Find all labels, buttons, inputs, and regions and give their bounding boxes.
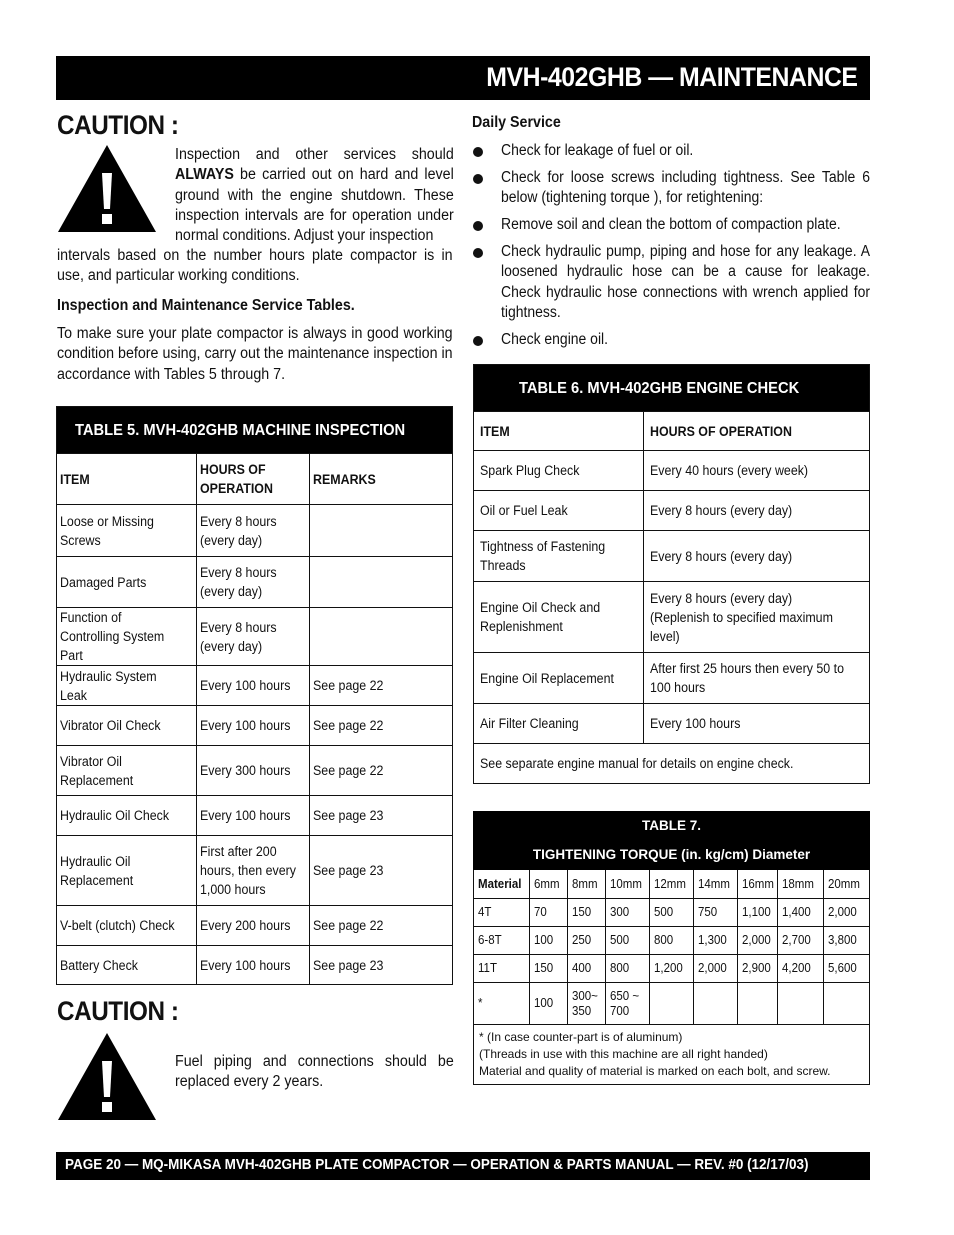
table-cell-text: 4,200 [782,961,811,975]
table-row [474,899,870,927]
list-item-text: Check for leakage of fuel or oil. [501,142,694,159]
table-row [474,451,870,491]
table-cell [644,582,870,653]
table-caption-text: TABLE 5. MVH-402GHB MACHINE INSPECTION [75,421,406,439]
list-item-text: Check engine oil. [501,331,609,348]
table-cell-text: 500 [654,905,674,919]
table-cell [644,531,870,582]
caution-text-part: be carried out on hard and level ground with the engine shutdown. These inspection intervals are for operation under normal conditions. Adjust your inspection [175,166,454,245]
table-caption-text: TABLE 6. MVH-402GHB ENGINE CHECK [519,379,800,397]
table-cell [474,451,644,491]
table-cell-text: Every 8 hours (every day) [650,503,793,518]
machine-inspection-table [56,406,453,985]
table-cell [650,983,694,1025]
table-cell-text: 3,800 [828,933,857,947]
column-header [644,412,870,451]
table-cell-text: Oil or Fuel Leak [480,503,568,518]
column-header-text: 6mm [534,876,560,891]
column-header [568,870,606,899]
table-cell [778,983,824,1025]
list-item-text: Check for loose screws including tightness. See Table 6 below (tightening torque ), for retightening: [501,169,870,207]
table-cell [650,955,694,983]
warning-triangle-icon [56,1031,158,1121]
table-cell [57,608,197,666]
table-cell [644,653,870,704]
footer-text: PAGE 20 — MQ-MIKASA MVH-402GHB PLATE COMPACTOR — OPERATION & PARTS MANUAL — REV. #0 (12/17/03) [65,1157,809,1173]
table-cell-text: Every 100 hours [200,957,291,973]
table-row [57,505,453,557]
table-cell-text: Vibrator Oil Check [60,718,161,733]
table-cell [474,899,530,927]
table-cell [474,983,530,1025]
table-cell-text: Every 40 hours (every week) [650,463,809,478]
table-cell [606,927,650,955]
bullet-icon [473,248,483,258]
table-cell-text: Hydraulic System Leak [60,668,157,703]
table-cell [57,746,197,796]
column-header-text: Material [478,876,522,891]
warning-triangle-icon [56,143,158,233]
column-header [694,870,738,899]
table-row [57,666,453,706]
table-cell-text: See page 22 [313,718,384,733]
table-cell-text: 4T [478,905,492,919]
table-cell [197,608,310,666]
table-cell [824,927,870,955]
inspection-heading: Inspection and Maintenance Service Tables. [57,297,355,314]
table-cell [474,704,644,744]
table-cell [197,557,310,608]
table-row [474,582,870,653]
table-note-text: See separate engine manual for details on engine check. [480,756,794,771]
table-cell [197,906,310,946]
table-cell-text: 250 [572,933,592,947]
table-cell-text: 100 [534,933,554,947]
table-cell [197,505,310,557]
table-caption [474,812,870,840]
engine-check-table [473,364,870,784]
table-row [474,531,870,582]
table-cell [310,746,453,796]
column-header-text: 18mm [782,876,814,891]
table-cell [824,955,870,983]
table-cell-text: 300 [610,905,630,919]
column-header-text: 12mm [654,876,686,891]
column-header-text: 8mm [572,876,598,891]
table-cell [568,899,606,927]
table-cell-text: Vibrator Oil Replacement [60,753,134,788]
table-caption [474,365,870,412]
column-header-text: ITEM [480,423,510,439]
table-cell-text: 150 [534,961,554,975]
table-row [474,983,870,1025]
table-cell-text: 11T [478,961,497,975]
table-cell [650,927,694,955]
table-row [474,704,870,744]
table-cell [530,983,568,1025]
table-row [57,746,453,796]
table-note-line: * (In case counter-part is of aluminum) [479,1030,683,1044]
bullet-icon [473,174,483,184]
table-cell [568,955,606,983]
table-cell-text: Every 100 hours [200,718,291,733]
table-cell [197,706,310,746]
table-cell-text: See page 23 [313,808,384,823]
column-header [738,870,778,899]
table-cell-text: Every 8 hours (every day) [200,619,277,654]
table-row [57,836,453,906]
column-header [606,870,650,899]
table-cell-text: 2,000 [698,961,727,975]
table-subcaption-text: TIGHTENING TORQUE (in. kg/cm) Diameter [532,847,811,862]
table-cell-text: 300~ 350 [572,988,598,1018]
column-header-text: 20mm [828,876,860,891]
column-header [310,454,453,505]
table-cell [644,491,870,531]
table-cell-text: Every 100 hours [200,808,291,823]
table-cell-text: 400 [572,961,592,975]
table-cell [824,983,870,1025]
table-cell-text: Air Filter Cleaning [480,716,579,731]
table-cell [197,666,310,706]
table-cell-text: See page 23 [313,957,384,973]
table-cell-text: 650 ~ 700 [610,988,640,1018]
column-header-text: 16mm [742,876,774,891]
table-cell [474,491,644,531]
column-header-text: HOURS OF OPERATION [650,423,792,439]
list-item-text: Check hydraulic pump, piping and hose for any leakage. A loosened hydraulic hose can be a cause for leakage. Check hydraulic hose connections with wrench applied for tightness. [501,243,870,321]
table-cell-text: 800 [654,933,674,947]
table-cell-text: See page 22 [313,763,384,778]
table-cell [310,706,453,746]
table-caption [57,407,453,454]
table-cell-text: 1,200 [654,961,683,975]
caution-heading: CAUTION : [57,110,179,140]
table-cell [310,836,453,906]
table-cell [474,653,644,704]
table-cell [644,451,870,491]
table-cell-text: 500 [610,933,630,947]
inspection-text: To make sure your plate compactor is always in good working condition before using, carry out the maintenance inspection in accordance with Tables 5 through 7. [57,325,453,383]
table-cell-text: Every 8 hours (every day) [200,513,277,548]
table-cell-text: First after 200 hours, then every 1,000 hours [200,844,296,897]
table-cell-text: Function of Controlling System Part [60,610,165,663]
table-cell [824,899,870,927]
table-cell-text: 2,700 [782,933,811,947]
column-header [650,870,694,899]
table-cell-text: Every 8 hours (every day) [200,565,277,599]
table-cell-text: Engine Oil Check and Replenishment [480,600,601,634]
table-note-line: (Threads in use with this machine are all right handed) [479,1047,768,1061]
table-cell [738,927,778,955]
table-cell [57,706,197,746]
table-cell [568,983,606,1025]
table-cell-text: 6-8T [478,933,502,947]
table-cell-text: Every 8 hours (every day) (Replenish to specified maximum level) [650,590,833,644]
table-cell [310,666,453,706]
table-cell-text: 150 [572,905,592,919]
column-header [530,870,568,899]
table-cell [530,955,568,983]
table-cell-text: Damaged Parts [60,574,147,590]
daily-service-list [473,0,869,360]
table-cell [474,531,644,582]
column-header-text: 14mm [698,876,730,891]
table-cell-text: Every 300 hours [200,763,291,778]
table-cell [738,899,778,927]
table-row [57,557,453,608]
table-cell [530,927,568,955]
table-cell-text: 100 [534,996,554,1010]
table-cell [694,983,738,1025]
table-cell [310,906,453,946]
tightening-torque-table [473,811,870,1085]
column-header [824,870,870,899]
table-cell [694,927,738,955]
table-cell [57,666,197,706]
table-cell [474,955,530,983]
table-row [57,796,453,836]
bullet-icon [473,221,483,231]
table-cell [197,836,310,906]
table-cell [778,927,824,955]
table-cell [310,608,453,666]
table-cell-text: Every 100 hours [200,678,291,693]
table-subcaption [474,840,870,870]
table-cell [644,704,870,744]
table-row [57,608,453,666]
table-cell [606,899,650,927]
table-cell-text: * [478,996,483,1010]
table-cell [197,946,310,985]
table-cell [694,899,738,927]
table-cell [606,955,650,983]
table-cell [694,955,738,983]
table-cell-text: 2,900 [742,961,771,975]
table-cell-text: Every 100 hours [650,716,741,731]
table-cell-text: See page 23 [313,863,384,878]
column-header-text: REMARKS [313,471,376,487]
table-note [474,744,870,784]
table-cell [57,557,197,608]
table-cell [474,582,644,653]
table-cell-text: 2,000 [828,905,857,919]
caution-2-text: Fuel piping and connections should be replaced every 2 years. [175,1053,454,1091]
caution-heading-2: CAUTION : [57,996,179,1026]
table-cell [738,955,778,983]
table-cell-text: Hydraulic Oil Check [60,808,170,823]
table-cell [57,946,197,985]
bullet-icon [473,147,483,157]
table-cell [57,505,197,557]
table-cell-text: 1,100 [742,905,771,919]
table-cell-text: 5,600 [828,961,857,975]
table-cell [310,946,453,985]
table-cell [530,899,568,927]
table-cell-text: See page 22 [313,678,384,693]
table-row [57,906,453,946]
caution-emphasis: ALWAYS [175,166,234,184]
table-cell-text: 2,000 [742,933,771,947]
table-cell [778,955,824,983]
table-caption-text: TABLE 7. [642,818,702,833]
table-row [474,955,870,983]
table-cell [474,927,530,955]
table-cell-text: Every 200 hours [200,918,291,933]
list-item-text: Remove soil and clean the bottom of compaction plate. [501,216,841,233]
page-footer-bar [56,1152,870,1180]
table-cell [57,796,197,836]
column-header-text: 10mm [610,876,642,891]
table-cell [197,796,310,836]
bullet-icon [473,336,483,346]
table-notes [474,1025,870,1085]
table-cell-text: 70 [534,905,547,919]
table-cell-text: Loose or Missing Screws [60,513,154,548]
column-header-text: HOURS OF OPERATION [200,462,273,496]
column-header [778,870,824,899]
table-cell-text: 1,300 [698,933,727,947]
table-cell [650,899,694,927]
table-cell-text: 750 [698,905,718,919]
table-row [474,927,870,955]
table-row [474,653,870,704]
caution-text-bottom: intervals based on the number hours plate compactor is in use, and particular working conditions. [57,247,453,285]
column-header-text: ITEM [60,471,90,487]
table-cell [310,557,453,608]
table-cell [568,927,606,955]
table-cell-text: 800 [610,961,630,975]
table-row [57,706,453,746]
table-cell-text: See page 22 [313,918,384,933]
column-header [57,454,197,505]
table-row [57,946,453,985]
column-header [474,870,530,899]
table-cell-text: Tightness of Fastening Threads [480,539,606,573]
column-header [197,454,310,505]
table-cell-text: Engine Oil Replacement [480,670,614,686]
table-note-line: Material and quality of material is marked on each bolt, and screw. [479,1064,831,1078]
table-cell [606,983,650,1025]
table-cell [57,836,197,906]
column-header [474,412,644,451]
daily-service-heading: Daily Service [472,114,561,131]
table-cell [738,983,778,1025]
table-cell-text: V-belt (clutch) Check [60,918,175,933]
table-cell [310,796,453,836]
table-cell [778,899,824,927]
caution-text-top [175,145,454,246]
table-cell-text: Every 8 hours (every day) [650,548,793,564]
table-cell-text: Battery Check [60,957,139,973]
table-row [474,491,870,531]
table-cell-text: Spark Plug Check [480,463,580,478]
table-cell-text: 1,400 [782,905,811,919]
table-cell [57,906,197,946]
table-cell-text: Hydraulic Oil Replacement [60,853,134,888]
caution-text-part: Inspection and other services should [175,146,454,163]
page-title: MVH-402GHB — MAINTENANCE [486,62,858,92]
table-cell [310,505,453,557]
table-cell-text: After first 25 hours then every 50 to 100 hours [650,661,844,695]
table-cell [197,746,310,796]
